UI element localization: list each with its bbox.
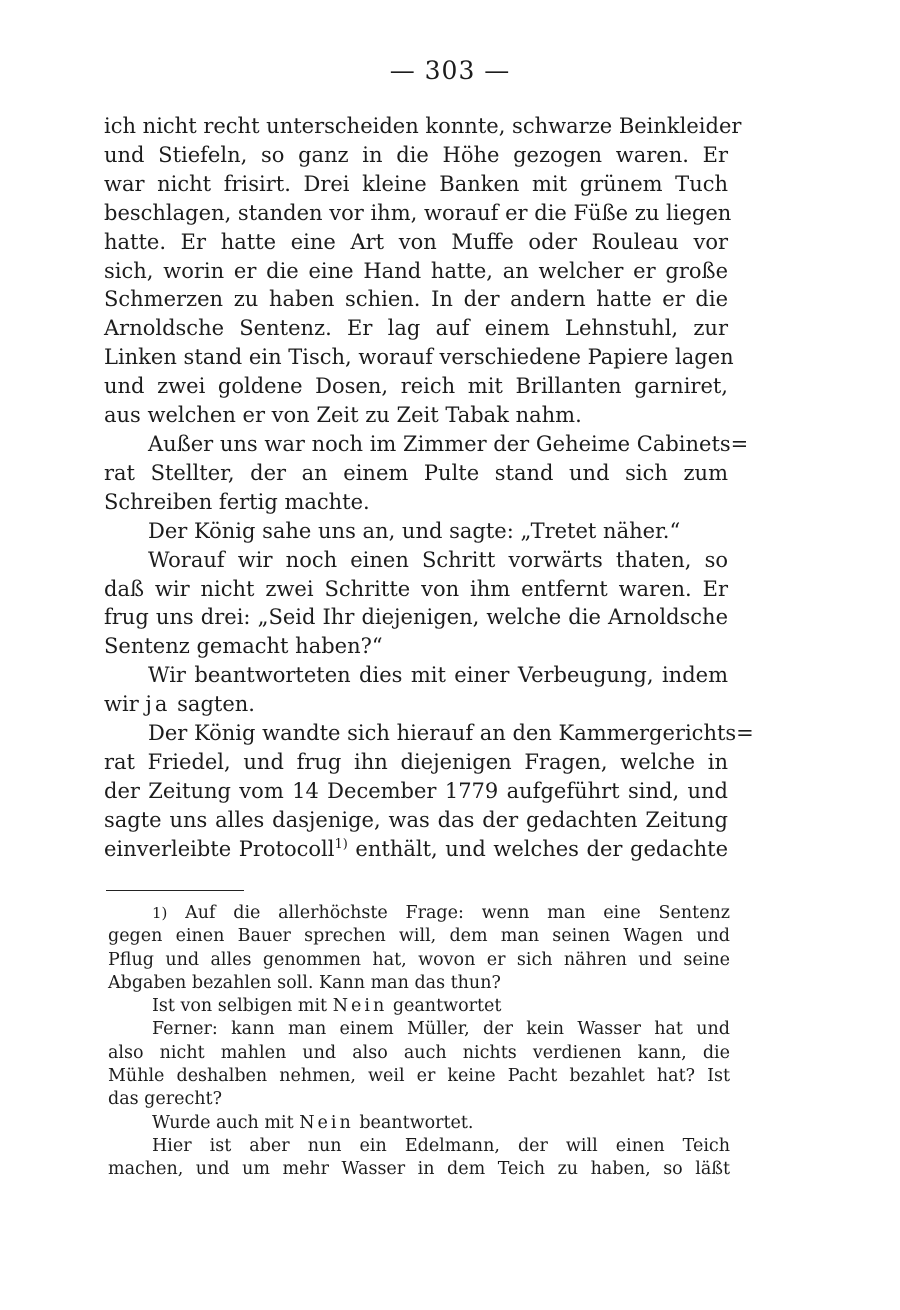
text-line: und zwei goldene Dosen, reich mit Brillanten garniret, <box>104 374 728 399</box>
text-line: Außer uns war noch im Zimmer der Geheime Cabinets= <box>148 431 749 456</box>
footnote-line <box>108 995 730 1018</box>
text-line: rat Friedel, und frug ihn diejenigen Fragen, welche in <box>104 749 728 774</box>
footnote-marker: 1) <box>152 904 168 922</box>
footnote-reference: 1) <box>334 836 348 852</box>
text-line: sich, worin er die eine Hand hatte, an welcher er große <box>104 258 728 283</box>
footnote-line: das gerecht? <box>108 1089 222 1110</box>
text-line <box>104 835 728 864</box>
footnote-text: beantwortet. <box>359 1112 474 1133</box>
footnote-divider <box>106 890 244 891</box>
text-line: Worauf wir noch einen Schritt vorwärts thaten, so <box>148 547 728 572</box>
footnote-line: also nicht mahlen und also auch nichts verdienen kann, die <box>108 1042 730 1063</box>
text-line: war nicht frisirt. Drei kleine Banken mit grünem Tuch <box>104 171 728 196</box>
text-line: Arnoldsche Sentenz. Er lag auf einem Lehnstuhl, zur <box>104 316 728 341</box>
main-text <box>104 112 754 864</box>
text-line: beschlagen, standen vor ihm, worauf er die Füße zu liegen <box>104 200 732 225</box>
text-word: wir <box>104 692 139 717</box>
text-line: Schreiben fertig machte. <box>104 489 370 514</box>
footnote-line: Abgaben bezahlen soll. Kann man das thun? <box>108 972 501 993</box>
text-word: sagten. <box>177 692 255 717</box>
footnote-line: Ferner: kann man einem Müller, der kein Wasser hat und <box>152 1019 730 1040</box>
text-line: Der König wandte sich hierauf an den Kammergerichts= <box>148 721 754 746</box>
text-line: hatte. Er hatte eine Art von Muffe oder Rouleau vor <box>104 229 728 254</box>
text-word: enthält, und welches der gedachte <box>355 836 729 861</box>
text-line: Der König sahe uns an, und sagte: „Tretet näher.“ <box>148 518 681 543</box>
text-line: daß wir nicht zwei Schritte von ihm entfernt waren. Er <box>104 576 728 601</box>
text-line: und Stiefeln, so ganz in die Höhe gezogen waren. Er <box>104 142 728 167</box>
text-line: aus welchen er von Zeit zu Zeit Tabak nahm. <box>104 403 582 428</box>
emphasized-word: Nein <box>332 996 388 1017</box>
text-line: Sentenz gemacht haben?“ <box>104 634 383 659</box>
text-line: ich nicht recht unterscheiden konnte, schwarze Beinkleider <box>104 114 742 138</box>
text-line: sagte uns alles dasjenige, was das der gedachten Zeitung <box>104 807 728 832</box>
footnote-line: Mühle deshalben nehmen, weil er keine Pacht bezahlet hat? Ist <box>108 1066 730 1087</box>
footnote-line <box>108 1112 730 1135</box>
text-line: Schmerzen zu haben schien. In der andern hatte er die <box>104 287 728 312</box>
footnote-line: Hier ist aber nun ein Edelmann, der will einen Teich <box>152 1135 730 1156</box>
footnote-line: machen, und um mehr Wasser in dem Teich zu haben, so läßt <box>108 1159 730 1180</box>
footnote-line <box>108 902 730 925</box>
footnote-text: Wurde auch mit <box>152 1112 294 1133</box>
text-line: Wir beantworteten dies mit einer Verbeugung, indem <box>148 663 728 688</box>
footnote-text: geantwortet <box>392 996 502 1017</box>
footnote-line: Pflug und alles genommen hat, wovon er sich nähren und seine <box>108 949 730 970</box>
text-line: Linken stand ein Tisch, worauf verschiedene Papiere lagen <box>104 345 734 370</box>
emphasized-word: Nein <box>299 1112 354 1133</box>
page-number: — 303 — <box>389 56 511 85</box>
footnote-text: Ist von selbigen mit <box>152 996 328 1017</box>
text-line: der Zeitung vom 14 December 1779 aufgeführt sind, und <box>104 778 728 803</box>
emphasized-word: ja <box>145 692 171 717</box>
text-word: einverleibte Protocoll <box>104 836 335 861</box>
footnote-line: gegen einen Bauer sprechen will, dem man seinen Wagen und <box>108 926 730 947</box>
text-line: frug uns drei: „Seid Ihr diejenigen, welche die Arnoldsche <box>104 605 728 630</box>
footnote-text: Auf die allerhöchste Frage: wenn man eine Sentenz <box>185 903 730 923</box>
text-line: rat Stellter, der an einem Pulte stand und sich zum <box>104 460 728 485</box>
text-line <box>104 690 728 719</box>
footnotes <box>108 902 730 1182</box>
